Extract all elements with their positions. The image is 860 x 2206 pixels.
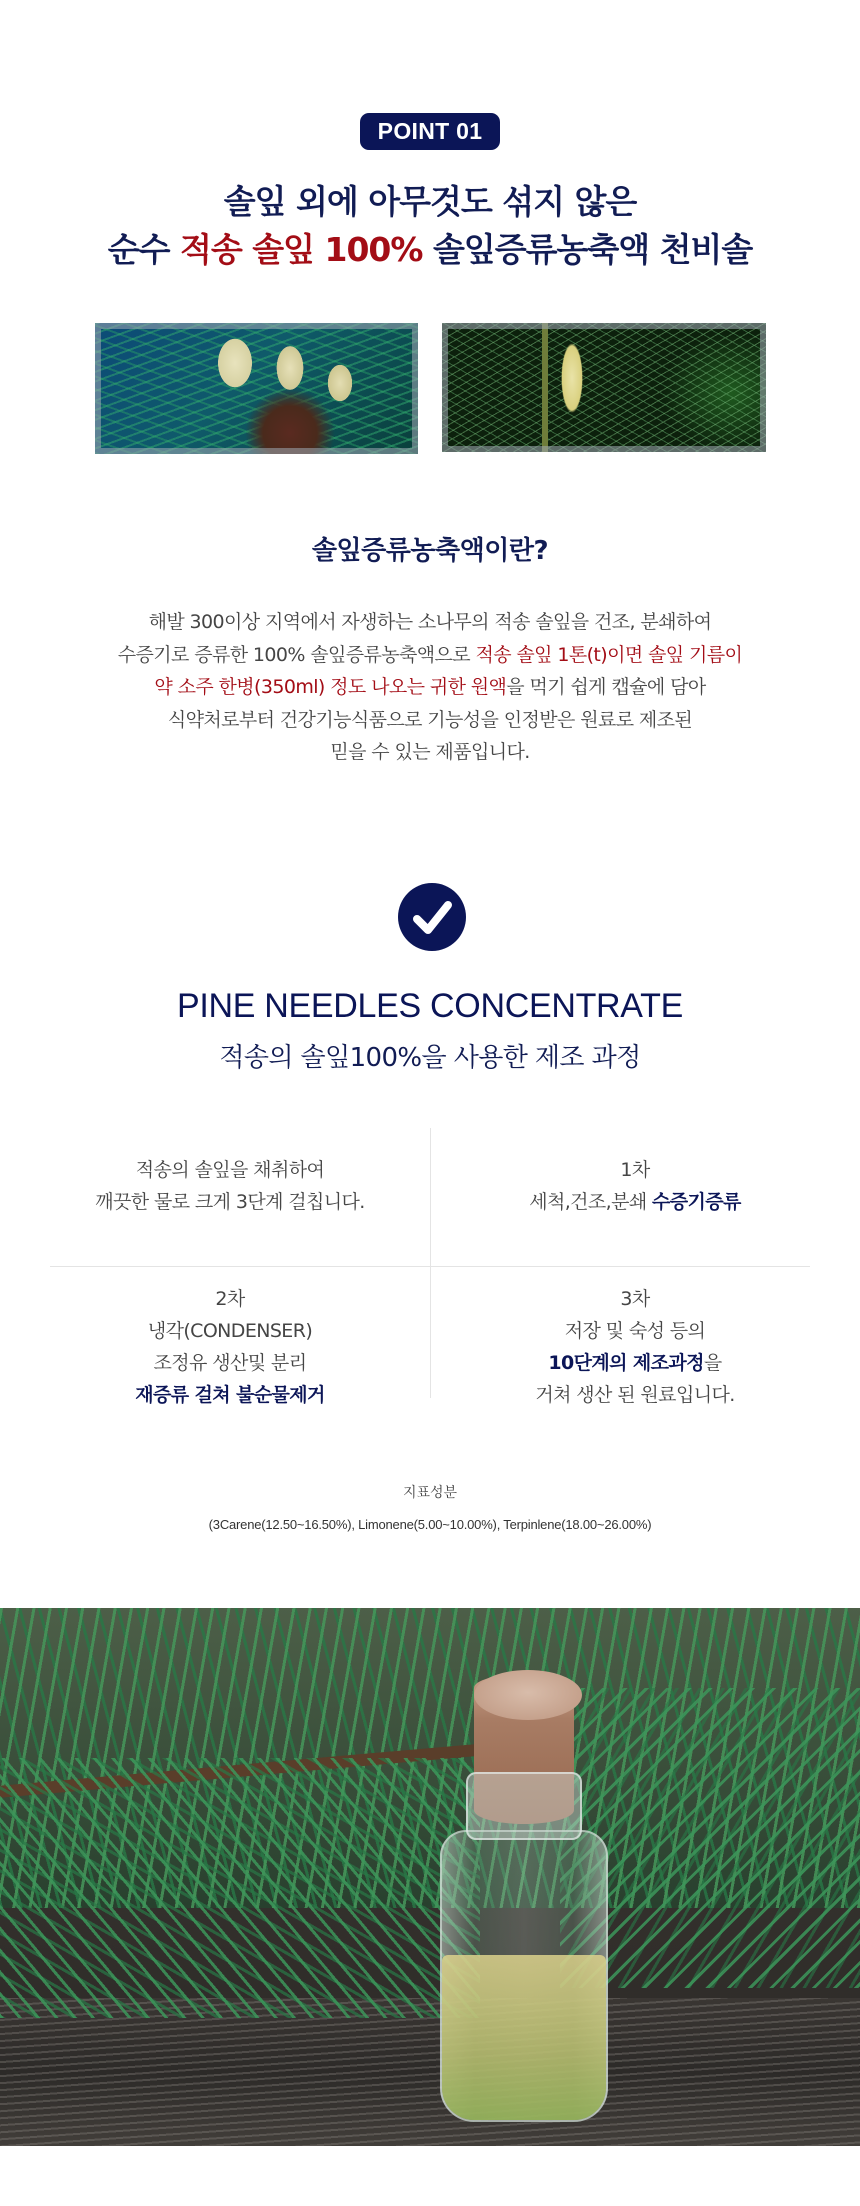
headline-line-2: 순수 적송 솔잎 100% 솔잎증류농축액 천비솔: [107, 230, 753, 269]
desc-highlight-1: 적송 솔잎 1톤(t)이면 솔잎 기름이: [475, 643, 743, 666]
step-label: 1차: [620, 1159, 650, 1181]
pine-flower-photo-1: [95, 323, 418, 454]
process-en-title: PINE NEEDLES CONCENTRATE: [176, 987, 684, 1025]
bottle-neck: [466, 1772, 582, 1840]
desc-line-3: 약 소주 한병(350ml) 정도 나오는 귀한 원액을 먹기 쉽게 캡슐에 담아: [154, 676, 706, 698]
desc-highlight-2: 약 소주 한병(350ml) 정도 나오는 귀한 원액: [154, 676, 507, 698]
cork-top: [474, 1670, 582, 1720]
process-ko-subtitle: 적송의 솔잎100%을 사용한 제조 과정: [219, 1043, 641, 1073]
bottle-oil: [442, 1955, 606, 2120]
oil-bottle: [440, 1730, 608, 2122]
process-cell-step-1: 1차 세척,건조,분쇄 수증기증류: [445, 1154, 825, 1218]
definition-title: 솔잎증류농축액이란?: [311, 536, 549, 566]
grid-horizontal-divider: [50, 1266, 810, 1267]
headline-highlight: 적송 솔잎 100%: [180, 230, 423, 269]
pine-needles-left: [0, 1758, 480, 2018]
step-highlight: 재증류 걸쳐 불순물제거: [135, 1384, 325, 1406]
checkmark-icon: [398, 883, 466, 951]
photo-frame: [442, 323, 766, 452]
step-highlight: 10단계의 제조과정: [548, 1352, 704, 1374]
step-label: 2차: [215, 1288, 245, 1310]
ingredients-title: 지표성분: [402, 1485, 458, 1501]
point-badge: POINT 01: [360, 113, 500, 150]
pine-flower-photo-2: [442, 323, 766, 452]
desc-line-5: 믿을 수 있는 제품입니다.: [330, 741, 530, 763]
process-cell-step-3: 3차 저장 및 숙성 등의 10단계의 제조과정을 거쳐 생산 된 원료입니다.: [445, 1283, 825, 1411]
definition-description: [0, 606, 860, 769]
process-cell-step-2: 2차 냉각(CONDENSER) 조정유 생산및 분리 재증류 걸쳐 불순물제거: [40, 1283, 420, 1411]
desc-line-2: 수증기로 증류한 100% 솔잎증류농축액으로 적송 솔잎 1톤(t)이면 솔잎 기름이: [117, 643, 743, 666]
check-circle-icon: [398, 883, 466, 951]
ingredients-list: (3Carene(12.50~16.50%), Limonene(5.00~10.00%), Terpinlene(18.00~26.00%): [208, 1517, 652, 1532]
desc-line-4: 식약처로부터 건강기능식품으로 기능성을 인정받은 원료로 제조된: [167, 708, 693, 731]
desc-line-1: 해발 300이상 지역에서 자생하는 소나무의 적송 솔잎을 건조, 분쇄하여: [148, 611, 712, 633]
wooden-table: [0, 1998, 860, 2146]
grid-vertical-divider: [430, 1128, 431, 1398]
headline-line-1: 솔잎 외에 아무것도 섞지 않은: [223, 182, 637, 221]
pine-oil-bottle-photo: [0, 1608, 860, 2146]
step-highlight: 수증기증류: [652, 1191, 741, 1213]
process-cell-intro: 적송의 솔잎을 채취하여 깨끗한 물로 크게 3단계 걸칩니다.: [95, 1159, 365, 1213]
step-label: 3차: [620, 1288, 650, 1310]
photo-frame: [95, 323, 418, 454]
headline: [0, 178, 860, 274]
